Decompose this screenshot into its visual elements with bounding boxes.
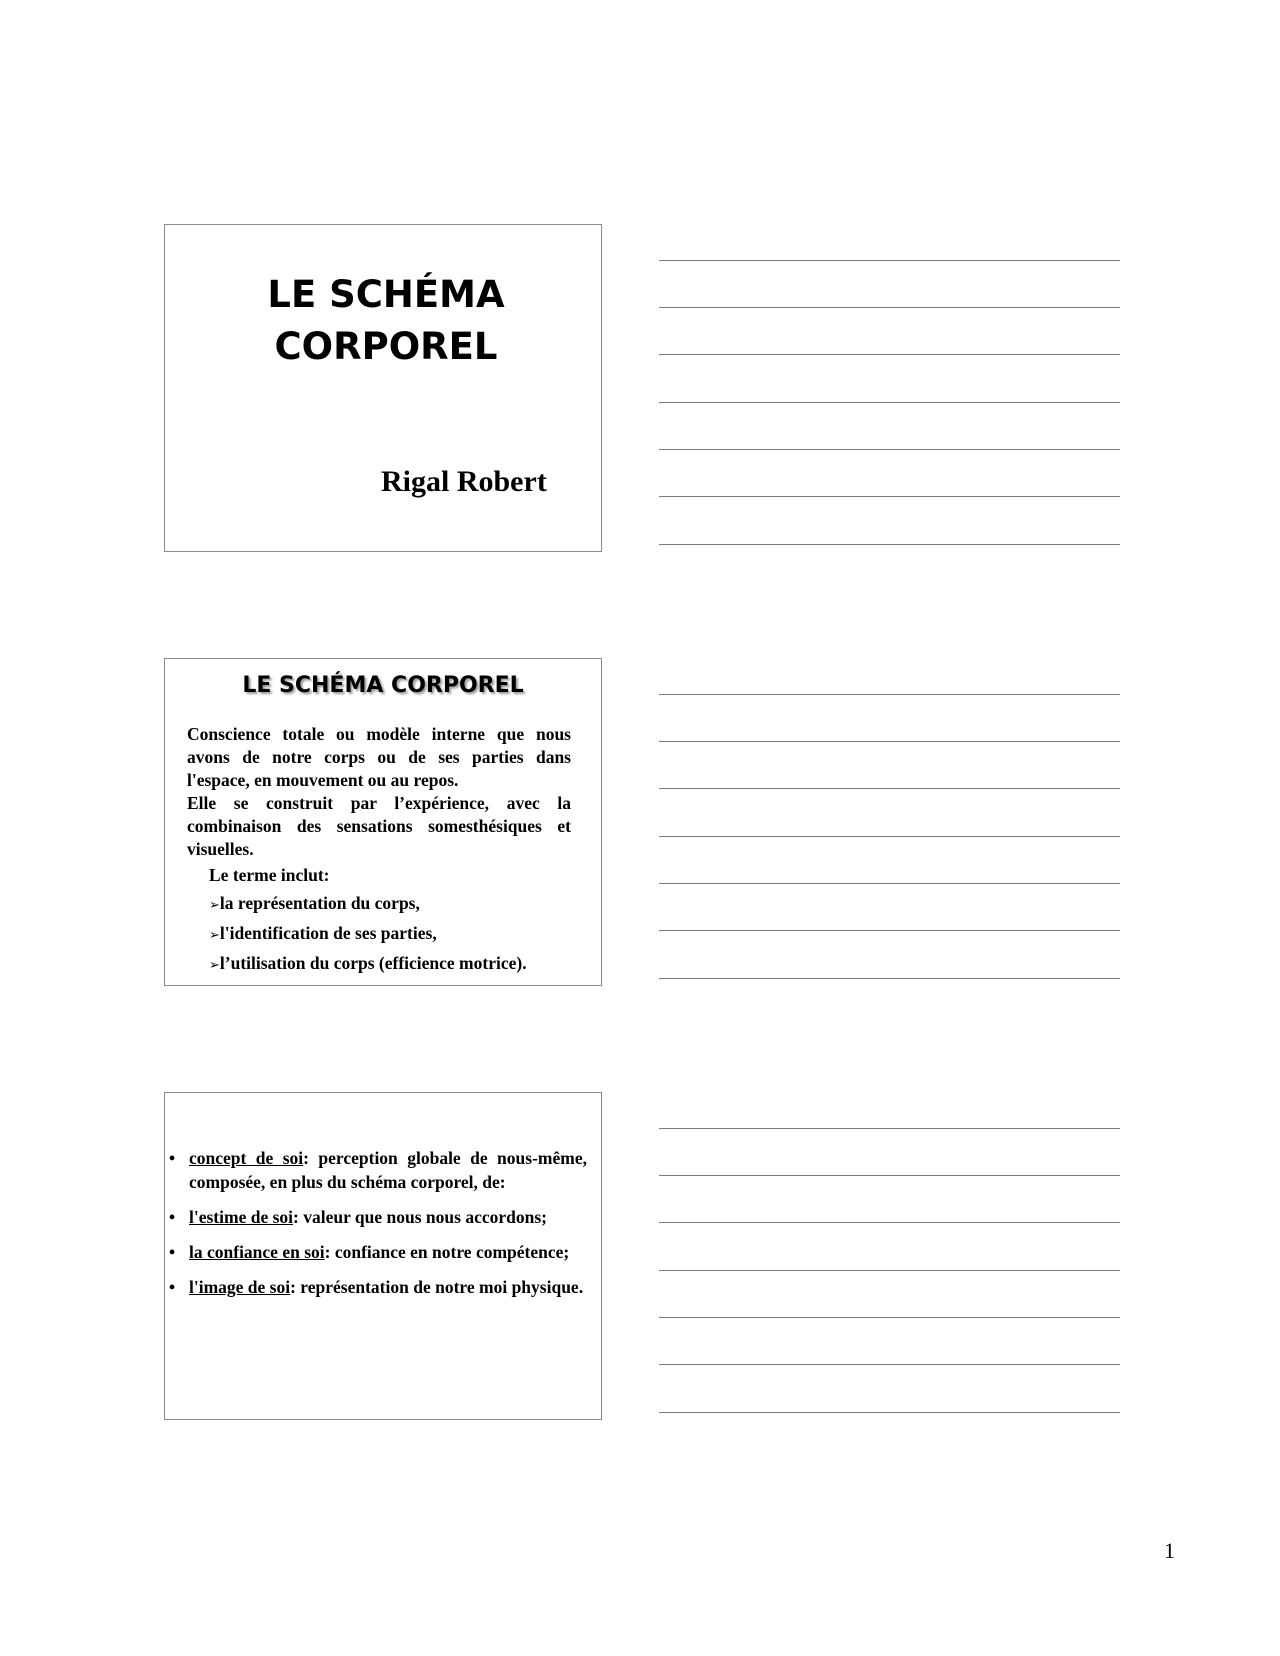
note-line: [659, 694, 1120, 695]
list-item-text: la représentation du corps,: [219, 893, 420, 913]
definition: : perception globale de nous-même, composée, en plus du schéma corporel, de:: [189, 1148, 587, 1192]
note-line: [659, 1222, 1120, 1223]
bullet-icon: •: [169, 1148, 176, 1168]
list-item-text: l’utilisation du corps (efficience motrice).: [219, 953, 527, 973]
arrow-bullet-icon: ➢: [209, 898, 220, 913]
arrow-bullet-icon: ➢: [209, 928, 220, 943]
definition: : valeur que nous nous accordons;: [293, 1207, 547, 1227]
list-item: [169, 1240, 587, 1264]
note-line: [659, 978, 1120, 979]
slide-1-title-line-1: LE SCHÉMA: [267, 273, 505, 316]
slide-2-includes-label: Le terme inclut:: [209, 865, 330, 885]
slide-2-paragraph-2: Elle se construit par l’expérience, avec la combinaison des sensations somesthésiques et visuelles.: [187, 793, 571, 859]
bullet-icon: •: [169, 1242, 176, 1262]
list-item: [187, 892, 571, 917]
note-line: [659, 354, 1120, 355]
note-line: [659, 1412, 1120, 1413]
note-line: [659, 1128, 1120, 1129]
note-line: [659, 1175, 1120, 1176]
note-line: [659, 449, 1120, 450]
slide-2-paragraph-1: Conscience totale ou modèle interne que nous avons de notre corps ou de ses parties dans l'espace, en mouvement ou au repos.: [187, 724, 571, 790]
definition: : confiance en notre compétence;: [324, 1242, 570, 1262]
note-line: [659, 1270, 1120, 1271]
note-line: [659, 496, 1120, 497]
note-line: [659, 930, 1120, 931]
bullet-icon: •: [169, 1207, 176, 1227]
slide-2: [164, 658, 602, 986]
term: concept de soi: [189, 1148, 304, 1168]
page-number: 1: [1164, 1538, 1175, 1563]
list-item: [187, 922, 571, 947]
slide-1-title-line-2: CORPOREL: [274, 325, 498, 368]
list-item: [169, 1205, 587, 1229]
term: la confiance en soi: [189, 1242, 325, 1262]
slide-2-title: LE SCHÉMA CORPOREL: [242, 673, 524, 698]
note-line: [659, 836, 1120, 837]
slide-1-title: [165, 269, 601, 373]
note-line: [659, 883, 1120, 884]
definition: : représentation de notre moi physique.: [290, 1277, 584, 1297]
note-line: [659, 788, 1120, 789]
slide-3: [164, 1092, 602, 1420]
term: l'estime de soi: [189, 1207, 294, 1227]
slide-2-body: [187, 723, 571, 977]
list-item-text: l'identification de ses parties,: [219, 923, 437, 943]
note-line: [659, 402, 1120, 403]
list-item: [169, 1146, 587, 1194]
term: l'image de soi: [189, 1277, 291, 1297]
bullet-icon: •: [169, 1277, 176, 1297]
arrow-bullet-icon: ➢: [209, 958, 220, 973]
note-line: [659, 544, 1120, 545]
list-item: [187, 952, 571, 977]
note-line: [659, 1364, 1120, 1365]
note-line: [659, 260, 1120, 261]
note-line: [659, 1317, 1120, 1318]
list-item: [169, 1275, 587, 1299]
slide-3-bullet-list: [169, 1146, 587, 1310]
slide-1-author: Rigal Robert: [381, 465, 547, 498]
slide-1: [164, 224, 602, 552]
note-line: [659, 741, 1120, 742]
note-line: [659, 307, 1120, 308]
